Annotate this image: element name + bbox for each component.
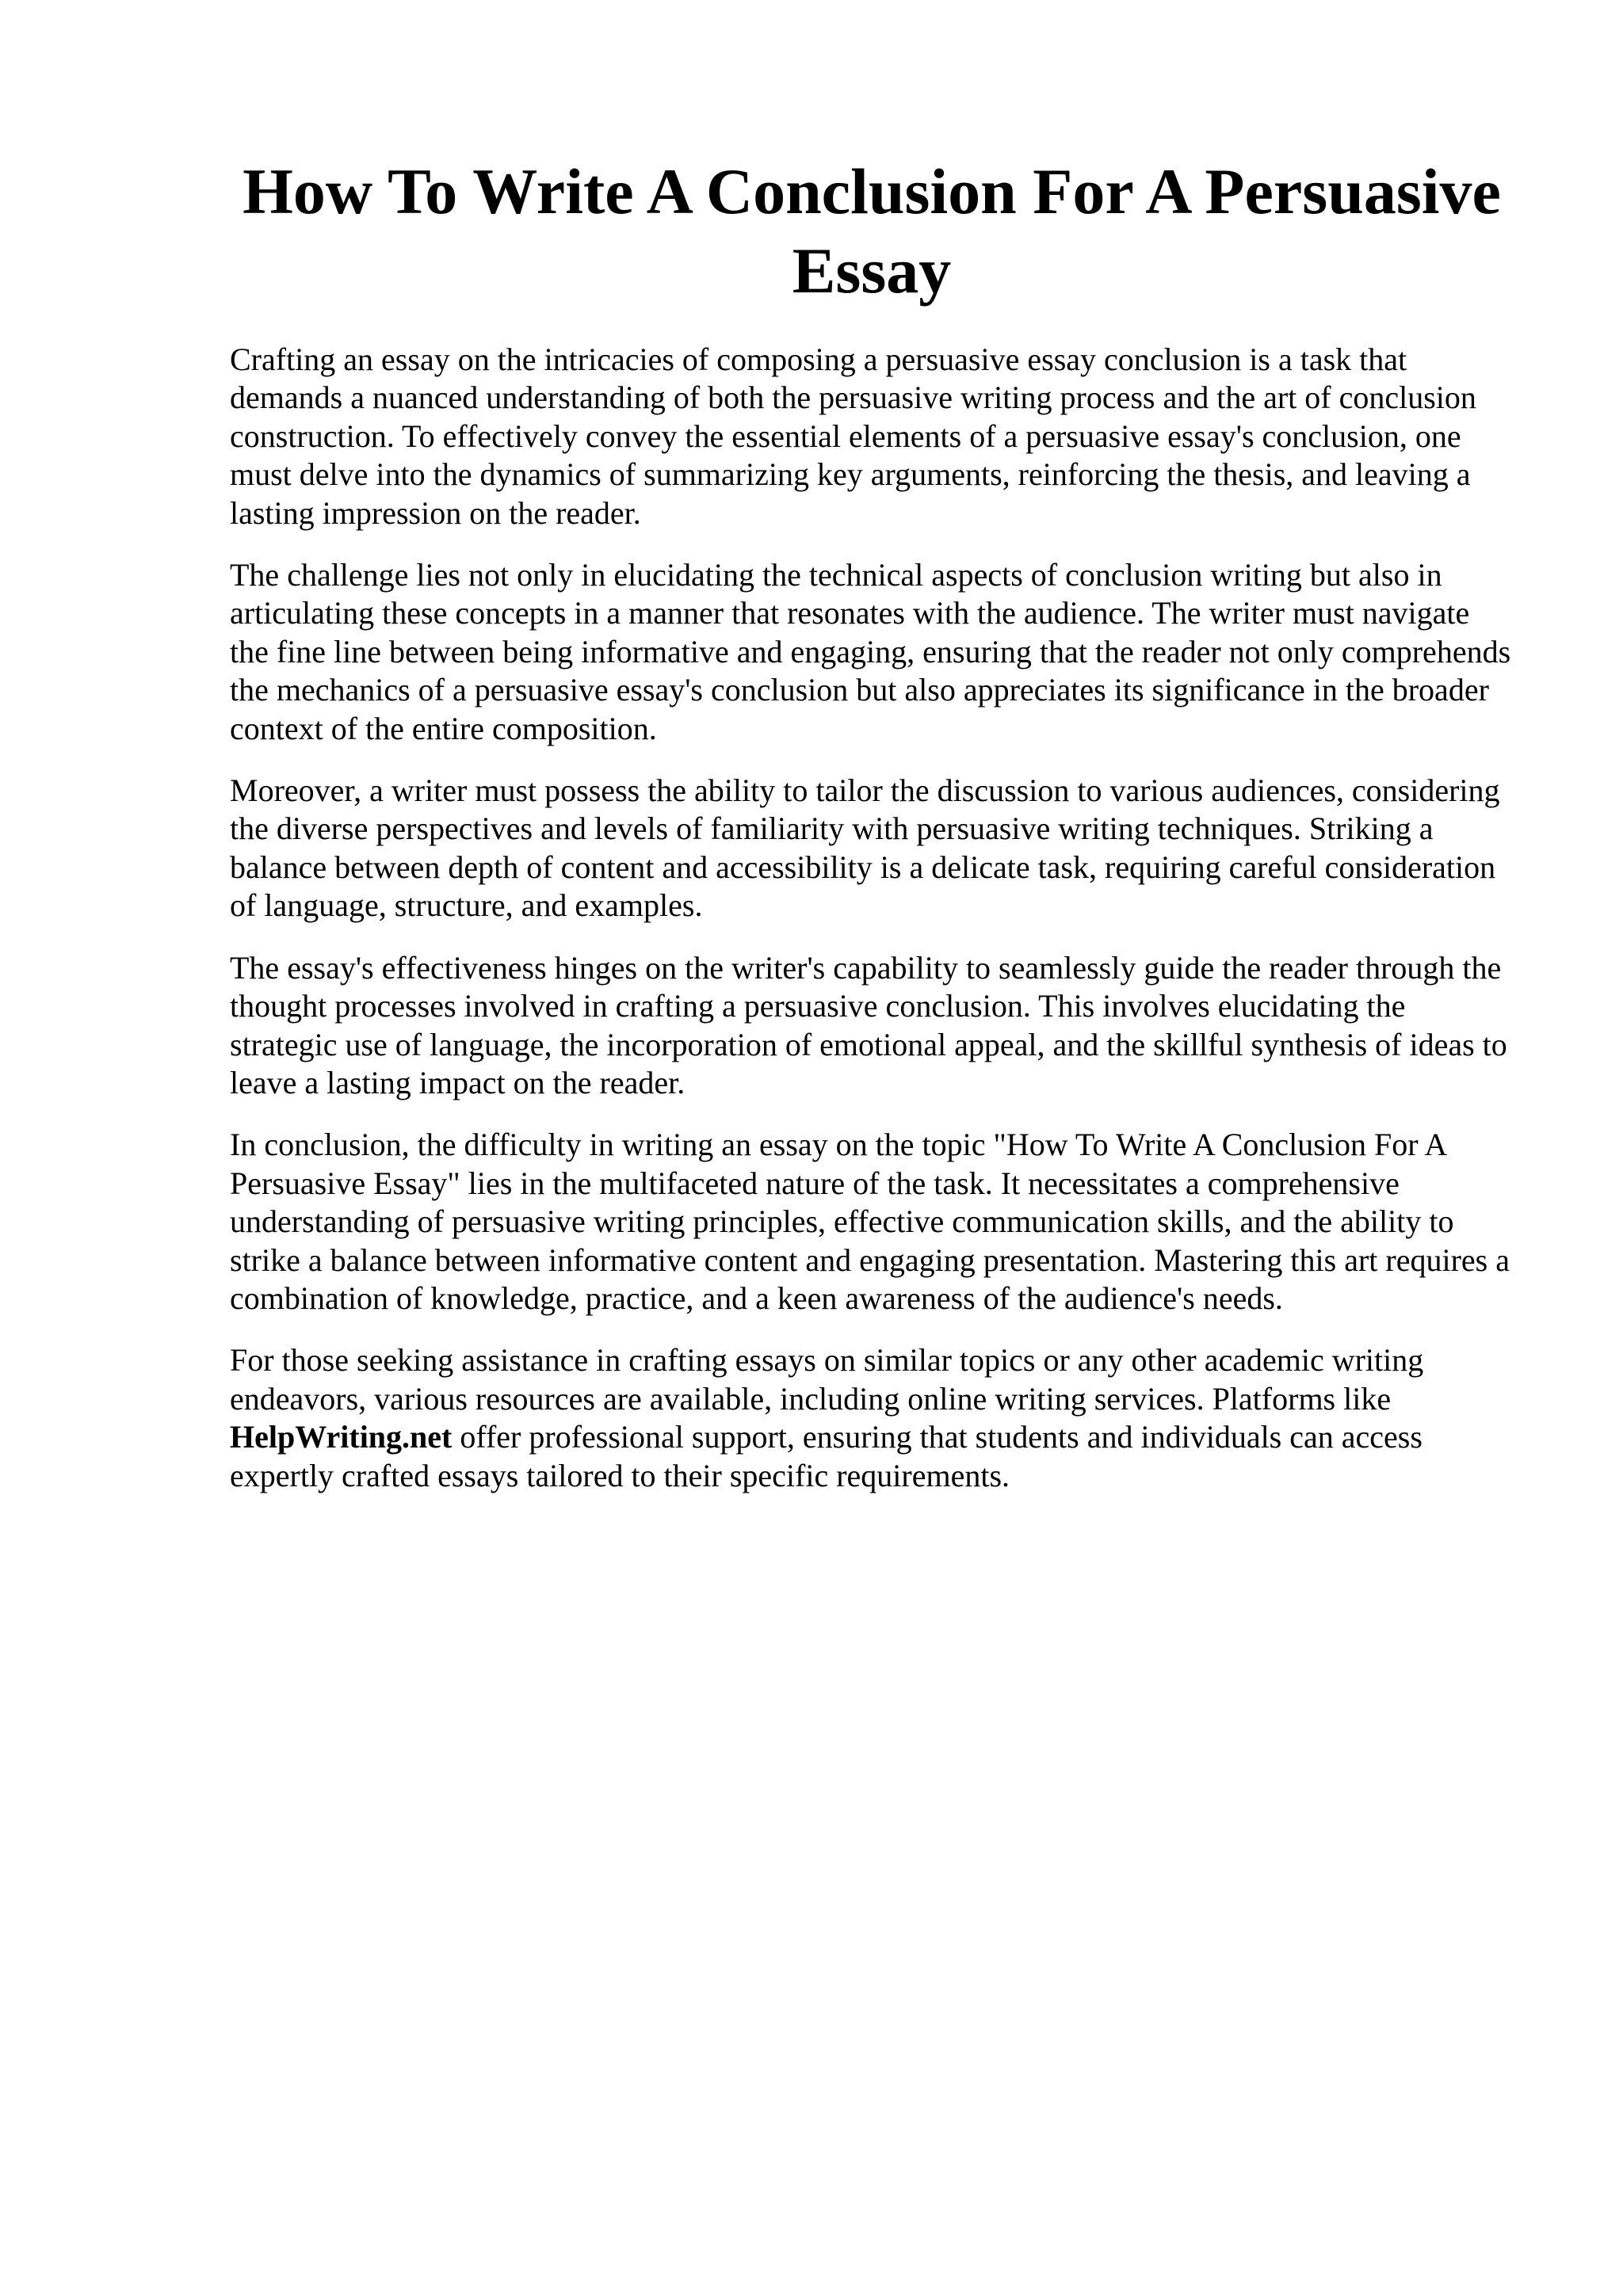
paragraph-resources-lead: For those seeking assistance in crafting essays on similar topics or any other academic writing endeavors, various resources are available, including online writing services. Platforms like (230, 1342, 1424, 1417)
paragraph-intro: Crafting an essay on the intricacies of composing a persuasive essay conclusion is a task that demands a nuanced understanding of both the persuasive writing process and the art of conclusion construction. To effectively convey the essential elements of a persuasive essay's conclusion, one must delve into the dynamics of summarizing key arguments, reinforcing the thesis, and leaving a lasting impression on the reader. (230, 341, 1476, 531)
paragraph-challenge: The challenge lies not only in elucidating the technical aspects of conclusion writing but also in articulating these concepts in a manner that resonates with the audience. The writer must navigate the fine line between being informative and engaging, ensuring that the reader not only comprehends the mechanics of a persuasive essay's conclusion but also appreciates its significance in the broader context of the entire composition. (230, 557, 1511, 746)
paragraph-conclusion: In conclusion, the difficulty in writing an essay on the topic "How To Write A Conclusion For A Persuasive Essay" lies in the multifaceted nature of the task. It necessitates a comprehensive understanding of persuasive writing principles, effective communication skills, and the ability to strike a balance between informative content and engaging presentation. Mastering this art requires a combination of knowledge, practice, and a keen awareness of the audience's needs. (230, 1127, 1510, 1316)
paragraph-effectiveness: The essay's effectiveness hinges on the writer's capability to seamlessly guide the reader through the thought processes involved in crafting a persuasive conclusion. This involves elucidating the strategic use of language, the incorporation of emotional appeal, and the skillful synthesis of ideas to leave a lasting impact on the reader. (230, 949, 1507, 1100)
page-title: How To Write A Conclusion For A Persuasive Essay (242, 155, 1501, 307)
paragraph-audiences: Moreover, a writer must possess the ability to tailor the discussion to various audiences, considering the diverse perspectives and levels of familiarity with persuasive writing techniques. Striking a balance between depth of content and accessibility is a delicate task, requiring careful consideration of language, structure, and examples. (230, 772, 1500, 924)
paragraph-resources-tail: offer professional support, ensuring that students and individuals can access expertly crafted essays tailored to their specific requirements. (230, 1419, 1423, 1493)
document-body (230, 341, 1514, 1519)
paragraph-resources (230, 1341, 1514, 1495)
helpwriting-link[interactable]: HelpWriting.net (230, 1419, 453, 1455)
